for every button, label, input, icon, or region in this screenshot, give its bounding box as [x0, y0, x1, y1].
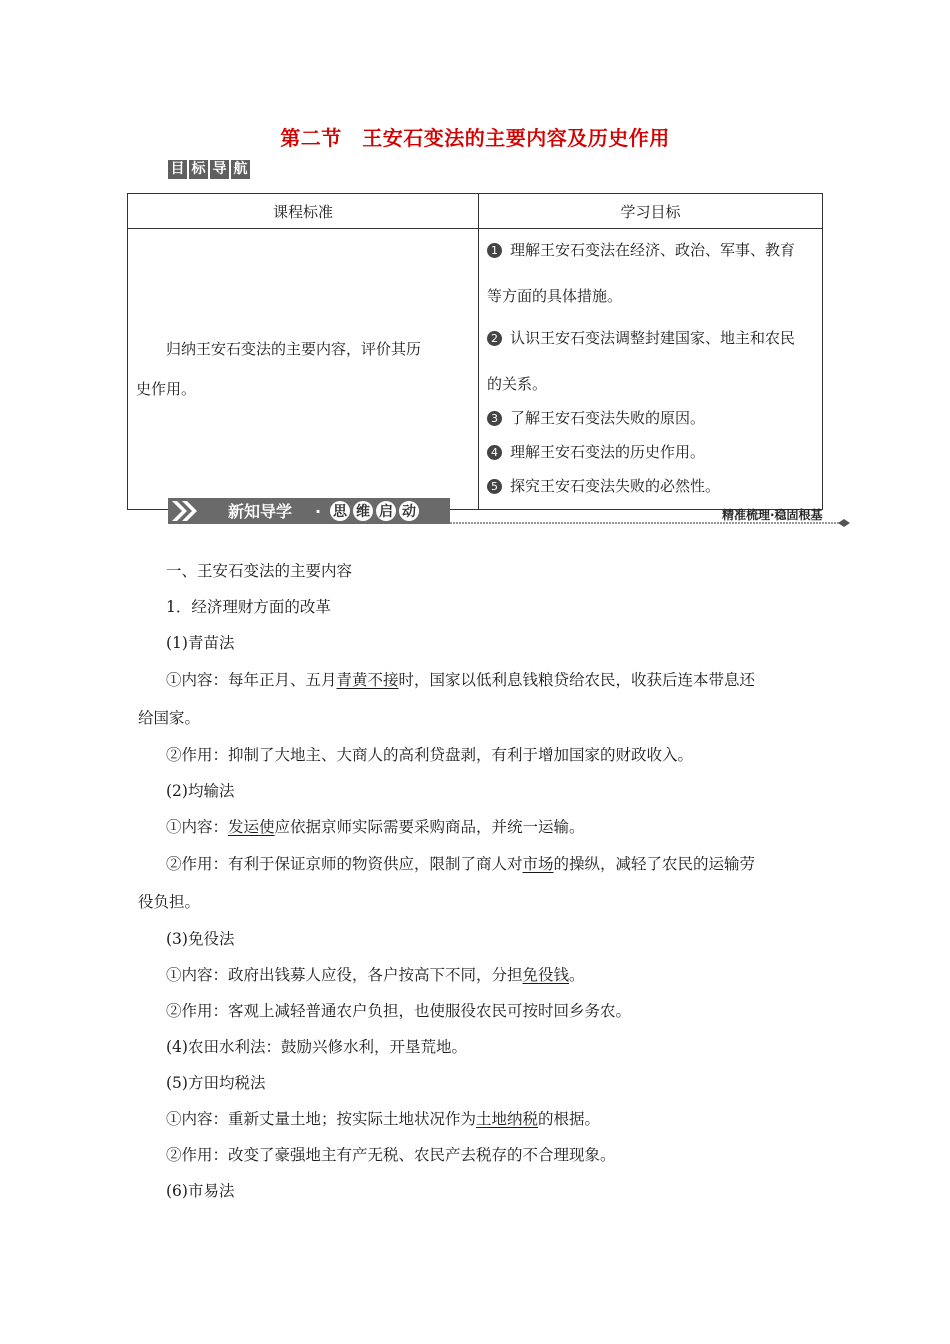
section-heading: 一、王安石变法的主要内容 [166, 562, 353, 580]
key-term: 市场 [522, 855, 554, 873]
main-content [138, 553, 816, 1209]
goal-item [487, 315, 814, 407]
standard-line: 史作用。 [136, 380, 197, 398]
header-goals: 学习目标 [479, 194, 823, 229]
goal-item [487, 407, 814, 429]
banner-dot: · [315, 502, 322, 521]
paragraph: ②作用：改变了豪强地主有产无税、农民产去税存的不合理现象。 [166, 1146, 616, 1164]
paragraph-continuation: 役负担。 [138, 893, 201, 911]
sub-heading: 1．经济理财方面的改革 [166, 598, 331, 616]
goal-text: 理解王安石变法的历史作用。 [510, 443, 706, 461]
header-standard: 课程标准 [128, 194, 479, 229]
badge-char: 目 [168, 160, 187, 179]
badge-char: 标 [189, 160, 208, 179]
banner-title: 新知导学 [228, 502, 293, 521]
paragraph: ②作用：抑制了大地主、大商人的高利贷盘剥，有利于增加国家的财政收入。 [166, 746, 694, 764]
key-term: 免役钱 [522, 966, 570, 984]
goal-number-icon: 3 [487, 411, 502, 426]
diamond-icon [838, 519, 850, 527]
banner-char: 动 [402, 504, 416, 520]
paragraph: ①内容：每年正月、五月青黄不接时，国家以低利息钱粮贷给农民，收获后连本带息还 [166, 671, 756, 689]
section-badge [168, 160, 250, 179]
page-title: 第二节 王安石变法的主要内容及历史作用 [280, 126, 670, 150]
goal-number-icon: 2 [487, 331, 502, 346]
goal-text: 探究王安石变法失败的必然性。 [510, 477, 721, 495]
badge-char: 航 [231, 160, 250, 179]
goal-text: 了解王安石变法失败的原因。 [510, 409, 706, 427]
goals-table [127, 193, 823, 510]
goal-text: 认识王安石变法调整封建国家、地主和农民 [510, 329, 796, 347]
goal-text: 等方面的具体措施。 [487, 287, 623, 305]
paragraph-continuation: 给国家。 [138, 709, 201, 727]
paragraph: ②作用：有利于保证京师的物资供应，限制了商人对市场的操纵，减轻了农民的运输劳 [166, 855, 756, 873]
paragraph: ①内容：重新丈量土地；按实际土地状况作为土地纳税的根据。 [166, 1110, 601, 1128]
goal-text: 理解王安石变法在经济、政治、军事、教育 [510, 241, 796, 259]
standard-line: 归纳王安石变法的主要内容，评价其历 [166, 340, 422, 358]
banner-char: 维 [356, 504, 370, 520]
badge-char: 导 [210, 160, 229, 179]
goal-number-icon: 5 [487, 479, 502, 494]
table-body-row [128, 229, 823, 510]
item-heading: (1)青苗法 [166, 634, 235, 652]
table-header-row [128, 194, 823, 229]
goal-item [487, 227, 814, 319]
paragraph: ①内容：发运使应依据京师实际需要采购商品，并统一运输。 [166, 818, 585, 836]
banner-char: 启 [379, 504, 393, 520]
goal-item [487, 441, 814, 463]
goal-text: 的关系。 [487, 375, 548, 393]
item-heading: (2)均输法 [166, 782, 235, 800]
key-term: 青黄不接 [336, 671, 399, 689]
item-heading: (6)市易法 [166, 1182, 235, 1200]
key-term: 发运使 [228, 818, 275, 836]
item-heading: (3)免役法 [166, 930, 235, 948]
paragraph: ①内容：政府出钱募人应役，各户按高下不同，分担免役钱。 [166, 966, 585, 984]
item-heading: (4)农田水利法：鼓励兴修水利，开垦荒地。 [166, 1038, 467, 1056]
banner-subtitle: 精准梳理·稳固根基 [722, 508, 823, 522]
goals-cell [479, 229, 823, 510]
goal-number-icon: 1 [487, 243, 502, 258]
key-term: 土地纳税 [476, 1110, 539, 1128]
banner-char: 思 [333, 504, 347, 520]
goal-item [487, 475, 814, 497]
item-heading: (5)方田均税法 [166, 1074, 266, 1092]
standard-cell [128, 229, 479, 510]
paragraph: ②作用：客观上减轻普通农户负担，也使服役农民可按时回乡务农。 [166, 1002, 632, 1020]
goal-number-icon: 4 [487, 445, 502, 460]
